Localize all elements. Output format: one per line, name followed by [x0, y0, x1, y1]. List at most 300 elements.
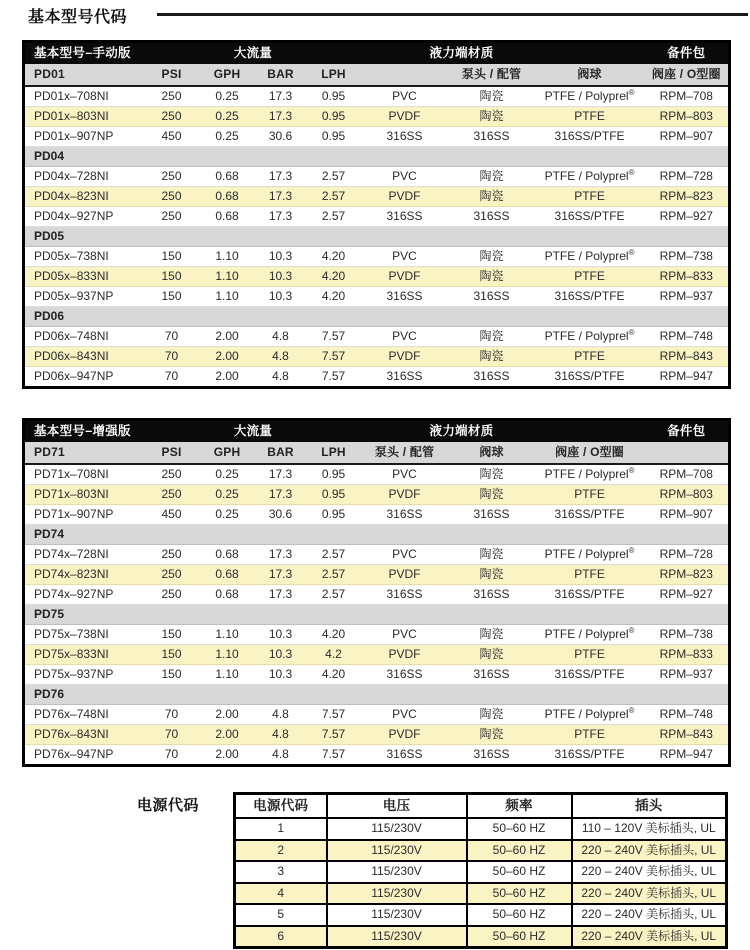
cell: 0.25 — [200, 485, 255, 505]
cell: 316SS — [449, 665, 535, 685]
cell: PVC — [361, 625, 449, 645]
cell: PTFE / Polyprel® — [535, 464, 645, 485]
cell: 150 — [144, 625, 200, 645]
cell: PVDF — [361, 347, 449, 367]
cell: 陶瓷 — [449, 705, 535, 725]
cell: RPM–907 — [645, 505, 730, 525]
cell: 10.3 — [255, 625, 307, 645]
table-row — [24, 585, 730, 605]
cell: PVC — [361, 86, 449, 107]
cell: 7.57 — [307, 705, 361, 725]
power-header-row — [235, 794, 727, 819]
cell: PTFE — [535, 347, 645, 367]
cell: RPM–738 — [645, 247, 730, 267]
cell: 316SS — [361, 505, 449, 525]
cell: 4.20 — [307, 665, 361, 685]
table-row — [235, 840, 727, 862]
cell: 17.3 — [255, 585, 307, 605]
cell: RPM–823 — [645, 187, 730, 207]
materials-header-cell: 液力端材质 — [361, 42, 535, 65]
cell: 7.57 — [307, 367, 361, 388]
table-row — [24, 565, 730, 585]
cell: 150 — [144, 267, 200, 287]
cell: PTFE — [535, 107, 645, 127]
cell: 陶瓷 — [449, 725, 535, 745]
cell: 316SS — [449, 585, 535, 605]
column-header-row — [24, 64, 730, 86]
cell: RPM–708 — [645, 86, 730, 107]
series-header-cell: PD71 — [24, 442, 144, 464]
flow-header-cell: 大流量 — [200, 42, 307, 65]
cell: PTFE — [535, 645, 645, 665]
cell: 450 — [144, 127, 200, 147]
cell: 70 — [144, 745, 200, 766]
cell: 4.20 — [307, 247, 361, 267]
cell: 0.68 — [200, 207, 255, 227]
cell: 50–60 HZ — [467, 818, 572, 840]
power-code-table — [233, 792, 728, 949]
cell: 250 — [144, 565, 200, 585]
cell: 4.8 — [255, 367, 307, 388]
spacer-cell — [361, 64, 449, 86]
cell: 7.57 — [307, 347, 361, 367]
cell: 316SS — [449, 127, 535, 147]
cell: 70 — [144, 367, 200, 388]
cell: PVC — [361, 705, 449, 725]
cell: 250 — [144, 86, 200, 107]
cell: 316SS/PTFE — [535, 127, 645, 147]
cell: 316SS — [361, 665, 449, 685]
cell: 0.25 — [200, 86, 255, 107]
cell: RPM–833 — [645, 267, 730, 287]
cell: 2.57 — [307, 167, 361, 187]
cell: RPM–947 — [645, 367, 730, 388]
series-section-row — [24, 605, 730, 625]
series-section-label: PD04 — [24, 147, 730, 167]
series-section-row — [24, 227, 730, 247]
kit-header-cell: 备件包 — [645, 42, 730, 65]
cell: PVDF — [361, 107, 449, 127]
series-section-label: PD76 — [24, 685, 730, 705]
cell: PTFE / Polyprel® — [535, 705, 645, 725]
cell: 316SS — [361, 127, 449, 147]
cell: 250 — [144, 545, 200, 565]
cell: 2.00 — [200, 705, 255, 725]
cell: RPM–748 — [645, 327, 730, 347]
cell: 110 – 120V 美标插头, UL — [572, 818, 727, 840]
cell: 0.68 — [200, 565, 255, 585]
cell: RPM–937 — [645, 287, 730, 307]
cell: PD76x–843NI — [24, 725, 144, 745]
table-row — [235, 883, 727, 905]
cell: RPM–728 — [645, 545, 730, 565]
cell: RPM–907 — [645, 127, 730, 147]
cell: PTFE / Polyprel® — [535, 86, 645, 107]
material-col-header-cell: 泵头 / 配管 — [449, 64, 535, 86]
table-row — [24, 485, 730, 505]
series-section-row — [24, 685, 730, 705]
cell: 17.3 — [255, 464, 307, 485]
cell: 150 — [144, 645, 200, 665]
series-section-row — [24, 525, 730, 545]
cell: RPM–937 — [645, 665, 730, 685]
table-row — [24, 705, 730, 725]
cell: PD06x–947NP — [24, 367, 144, 388]
cell: 250 — [144, 585, 200, 605]
spacer-cell — [645, 442, 730, 464]
cell: 17.3 — [255, 107, 307, 127]
cell: PD74x–823NI — [24, 565, 144, 585]
column-header-row — [24, 442, 730, 464]
cell: 1 — [235, 818, 327, 840]
cell: 316SS — [449, 505, 535, 525]
table-row — [24, 665, 730, 685]
cell: PTFE / Polyprel® — [535, 247, 645, 267]
series-section-row — [24, 147, 730, 167]
cell: PTFE — [535, 565, 645, 585]
cell: 0.95 — [307, 505, 361, 525]
model-table-enhanced — [22, 418, 731, 767]
cell: 陶瓷 — [449, 464, 535, 485]
cell: 17.3 — [255, 545, 307, 565]
cell: 陶瓷 — [449, 485, 535, 505]
cell: PD71x–907NP — [24, 505, 144, 525]
table-row — [24, 107, 730, 127]
table-row — [24, 167, 730, 187]
cell: 4.8 — [255, 725, 307, 745]
cell: 30.6 — [255, 127, 307, 147]
cell: PD01x–803NI — [24, 107, 144, 127]
unit-header-cell: GPH — [200, 442, 255, 464]
cell: 115/230V — [327, 861, 467, 883]
cell: PVDF — [361, 187, 449, 207]
kit-header-cell: 备件包 — [645, 420, 730, 443]
cell: 0.25 — [200, 464, 255, 485]
cell: 陶瓷 — [449, 247, 535, 267]
cell: 2.57 — [307, 565, 361, 585]
table-row — [24, 347, 730, 367]
cell: PD06x–843NI — [24, 347, 144, 367]
cell: 316SS/PTFE — [535, 505, 645, 525]
cell: 陶瓷 — [449, 267, 535, 287]
cell: PVDF — [361, 565, 449, 585]
cell: 17.3 — [255, 207, 307, 227]
cell: 316SS/PTFE — [535, 287, 645, 307]
power-code-label: 电源代码 — [137, 797, 200, 814]
cell: 陶瓷 — [449, 86, 535, 107]
cell: 4 — [235, 883, 327, 905]
cell: 4.20 — [307, 267, 361, 287]
cell: 10.3 — [255, 247, 307, 267]
cell: 50–60 HZ — [467, 926, 572, 948]
power-header-cell: 电源代码 — [235, 794, 327, 819]
table-row — [235, 926, 727, 948]
cell: 4.20 — [307, 287, 361, 307]
cell: 250 — [144, 107, 200, 127]
table-row — [235, 861, 727, 883]
cell: RPM–708 — [645, 464, 730, 485]
table-row — [24, 207, 730, 227]
cell: 1.10 — [200, 645, 255, 665]
cell: PVC — [361, 327, 449, 347]
table-row — [24, 745, 730, 766]
cell: PTFE / Polyprel® — [535, 545, 645, 565]
cell: RPM–748 — [645, 705, 730, 725]
series-section-label: PD75 — [24, 605, 730, 625]
cell: 250 — [144, 485, 200, 505]
cell: 0.25 — [200, 505, 255, 525]
cell: PVC — [361, 464, 449, 485]
cell: 0.95 — [307, 107, 361, 127]
cell: 250 — [144, 187, 200, 207]
cell: 陶瓷 — [449, 107, 535, 127]
cell: 316SS — [361, 207, 449, 227]
cell: 316SS/PTFE — [535, 207, 645, 227]
cell: 316SS — [449, 367, 535, 388]
cell: 0.95 — [307, 464, 361, 485]
cell: 316SS — [449, 745, 535, 766]
cell: 2.00 — [200, 725, 255, 745]
table-row — [235, 904, 727, 926]
cell: 1.10 — [200, 665, 255, 685]
unit-header-cell: BAR — [255, 64, 307, 86]
title-rule — [157, 13, 748, 16]
cell: PD04x–823NI — [24, 187, 144, 207]
cell: PTFE / Polyprel® — [535, 625, 645, 645]
unit-header-cell: PSI — [144, 442, 200, 464]
cell: RPM–927 — [645, 585, 730, 605]
group-header-row — [24, 420, 730, 443]
cell: 0.68 — [200, 545, 255, 565]
material-col-header-cell: 阀座 / O型圈 — [535, 442, 645, 464]
cell: PVDF — [361, 645, 449, 665]
cell: 316SS/PTFE — [535, 367, 645, 388]
cell: PD05x–937NP — [24, 287, 144, 307]
cell: 10.3 — [255, 287, 307, 307]
material-col-header-cell: 阀球 — [449, 442, 535, 464]
cell: 2.00 — [200, 347, 255, 367]
cell: 115/230V — [327, 904, 467, 926]
cell: PD05x–738NI — [24, 247, 144, 267]
cell: 220 – 240V 美标插头, UL — [572, 861, 727, 883]
cell: 50–60 HZ — [467, 840, 572, 862]
cell: RPM–823 — [645, 565, 730, 585]
cell: 220 – 240V 美标插头, UL — [572, 840, 727, 862]
cell: 316SS — [449, 287, 535, 307]
cell: 250 — [144, 464, 200, 485]
cell: PTFE — [535, 187, 645, 207]
cell: 0.68 — [200, 187, 255, 207]
table-row — [24, 645, 730, 665]
cell: 316SS/PTFE — [535, 585, 645, 605]
cell: 7.57 — [307, 725, 361, 745]
cell: 115/230V — [327, 818, 467, 840]
cell: 陶瓷 — [449, 545, 535, 565]
power-header-cell: 插头 — [572, 794, 727, 819]
cell: RPM–803 — [645, 485, 730, 505]
cell: 70 — [144, 327, 200, 347]
cell: 115/230V — [327, 926, 467, 948]
cell: 2.57 — [307, 585, 361, 605]
cell: 316SS/PTFE — [535, 665, 645, 685]
cell: 220 – 240V 美标插头, UL — [572, 904, 727, 926]
cell: 10.3 — [255, 267, 307, 287]
cell: 0.95 — [307, 127, 361, 147]
cell: 4.8 — [255, 705, 307, 725]
cell: PD06x–748NI — [24, 327, 144, 347]
cell: 陶瓷 — [449, 187, 535, 207]
cell: PD05x–833NI — [24, 267, 144, 287]
variant-header-cell: 基本型号–增强版 — [24, 420, 200, 443]
cell: RPM–738 — [645, 625, 730, 645]
cell: 2.00 — [200, 327, 255, 347]
cell: RPM–728 — [645, 167, 730, 187]
cell: PTFE — [535, 485, 645, 505]
table-row — [24, 625, 730, 645]
power-header-cell: 频率 — [467, 794, 572, 819]
cell: PTFE / Polyprel® — [535, 167, 645, 187]
cell: 陶瓷 — [449, 347, 535, 367]
model-table-manual — [22, 40, 731, 389]
cell: PVC — [361, 247, 449, 267]
cell: 10.3 — [255, 665, 307, 685]
cell: 4.20 — [307, 625, 361, 645]
cell: PVC — [361, 167, 449, 187]
table-row — [24, 247, 730, 267]
cell: 17.3 — [255, 485, 307, 505]
cell: 0.25 — [200, 107, 255, 127]
cell: 150 — [144, 287, 200, 307]
cell: PD76x–947NP — [24, 745, 144, 766]
cell: PTFE — [535, 267, 645, 287]
cell: 陶瓷 — [449, 625, 535, 645]
cell: PD74x–728NI — [24, 545, 144, 565]
spacer-cell — [535, 420, 645, 443]
variant-header-cell: 基本型号–手动版 — [24, 42, 200, 65]
cell: 0.95 — [307, 86, 361, 107]
cell: 220 – 240V 美标插头, UL — [572, 883, 727, 905]
cell: PD04x–927NP — [24, 207, 144, 227]
cell: 316SS — [361, 585, 449, 605]
cell: RPM–927 — [645, 207, 730, 227]
cell: RPM–843 — [645, 725, 730, 745]
cell: 陶瓷 — [449, 167, 535, 187]
cell: 0.25 — [200, 127, 255, 147]
table-row — [24, 86, 730, 107]
cell: PD76x–748NI — [24, 705, 144, 725]
cell: PVC — [361, 545, 449, 565]
cell: 316SS — [361, 367, 449, 388]
cell: 17.3 — [255, 86, 307, 107]
cell: 陶瓷 — [449, 645, 535, 665]
cell: PTFE — [535, 725, 645, 745]
cell: 220 – 240V 美标插头, UL — [572, 926, 727, 948]
material-col-header-cell: 泵头 / 配管 — [361, 442, 449, 464]
cell: PTFE / Polyprel® — [535, 327, 645, 347]
material-col-header-cell: 阀座 / O型圈 — [645, 64, 730, 86]
cell: 50–60 HZ — [467, 883, 572, 905]
unit-header-cell: LPH — [307, 64, 361, 86]
cell: 0.68 — [200, 167, 255, 187]
materials-header-cell: 液力端材质 — [361, 420, 535, 443]
cell: PD01x–907NP — [24, 127, 144, 147]
cell: PD04x–728NI — [24, 167, 144, 187]
table-row — [24, 545, 730, 565]
cell: 17.3 — [255, 187, 307, 207]
cell: PD75x–937NP — [24, 665, 144, 685]
cell: 115/230V — [327, 883, 467, 905]
cell: 316SS — [361, 745, 449, 766]
cell: 3 — [235, 861, 327, 883]
cell: PD01x–708NI — [24, 86, 144, 107]
cell: 0.95 — [307, 485, 361, 505]
table-row — [24, 327, 730, 347]
table-row — [24, 464, 730, 485]
cell: PD74x–927NP — [24, 585, 144, 605]
series-header-cell: PD01 — [24, 64, 144, 86]
cell: PVDF — [361, 725, 449, 745]
cell: RPM–803 — [645, 107, 730, 127]
unit-header-cell: BAR — [255, 442, 307, 464]
table-row — [24, 287, 730, 307]
cell: 150 — [144, 247, 200, 267]
cell: 2.57 — [307, 207, 361, 227]
cell: 30.6 — [255, 505, 307, 525]
cell: 0.68 — [200, 585, 255, 605]
cell: 115/230V — [327, 840, 467, 862]
spacer-cell — [535, 42, 645, 65]
cell: 17.3 — [255, 565, 307, 585]
cell: PD71x–708NI — [24, 464, 144, 485]
table-row — [235, 818, 727, 840]
cell: 4.8 — [255, 347, 307, 367]
cell: 450 — [144, 505, 200, 525]
cell: 1.10 — [200, 247, 255, 267]
cell: 2.57 — [307, 545, 361, 565]
cell: 150 — [144, 665, 200, 685]
cell: 70 — [144, 725, 200, 745]
cell: PD71x–803NI — [24, 485, 144, 505]
series-section-label: PD06 — [24, 307, 730, 327]
cell: 陶瓷 — [449, 565, 535, 585]
cell: PVDF — [361, 267, 449, 287]
cell: 2.00 — [200, 367, 255, 388]
cell: 250 — [144, 167, 200, 187]
cell: 2.57 — [307, 187, 361, 207]
cell: 50–60 HZ — [467, 904, 572, 926]
cell: 4.2 — [307, 645, 361, 665]
flow-header-cell: 大流量 — [200, 420, 307, 443]
spacer-cell — [307, 42, 361, 65]
cell: 70 — [144, 705, 200, 725]
cell: 2.00 — [200, 745, 255, 766]
page-title: 基本型号代码 — [28, 9, 128, 26]
cell: RPM–833 — [645, 645, 730, 665]
cell: 1.10 — [200, 625, 255, 645]
cell: 316SS — [361, 287, 449, 307]
table-row — [24, 505, 730, 525]
series-section-label: PD05 — [24, 227, 730, 247]
spacer-cell — [307, 420, 361, 443]
cell: 10.3 — [255, 645, 307, 665]
cell: 70 — [144, 347, 200, 367]
table-row — [24, 187, 730, 207]
cell: 7.57 — [307, 327, 361, 347]
table-row — [24, 367, 730, 388]
cell: 1.10 — [200, 287, 255, 307]
cell: 1.10 — [200, 267, 255, 287]
cell: 2 — [235, 840, 327, 862]
